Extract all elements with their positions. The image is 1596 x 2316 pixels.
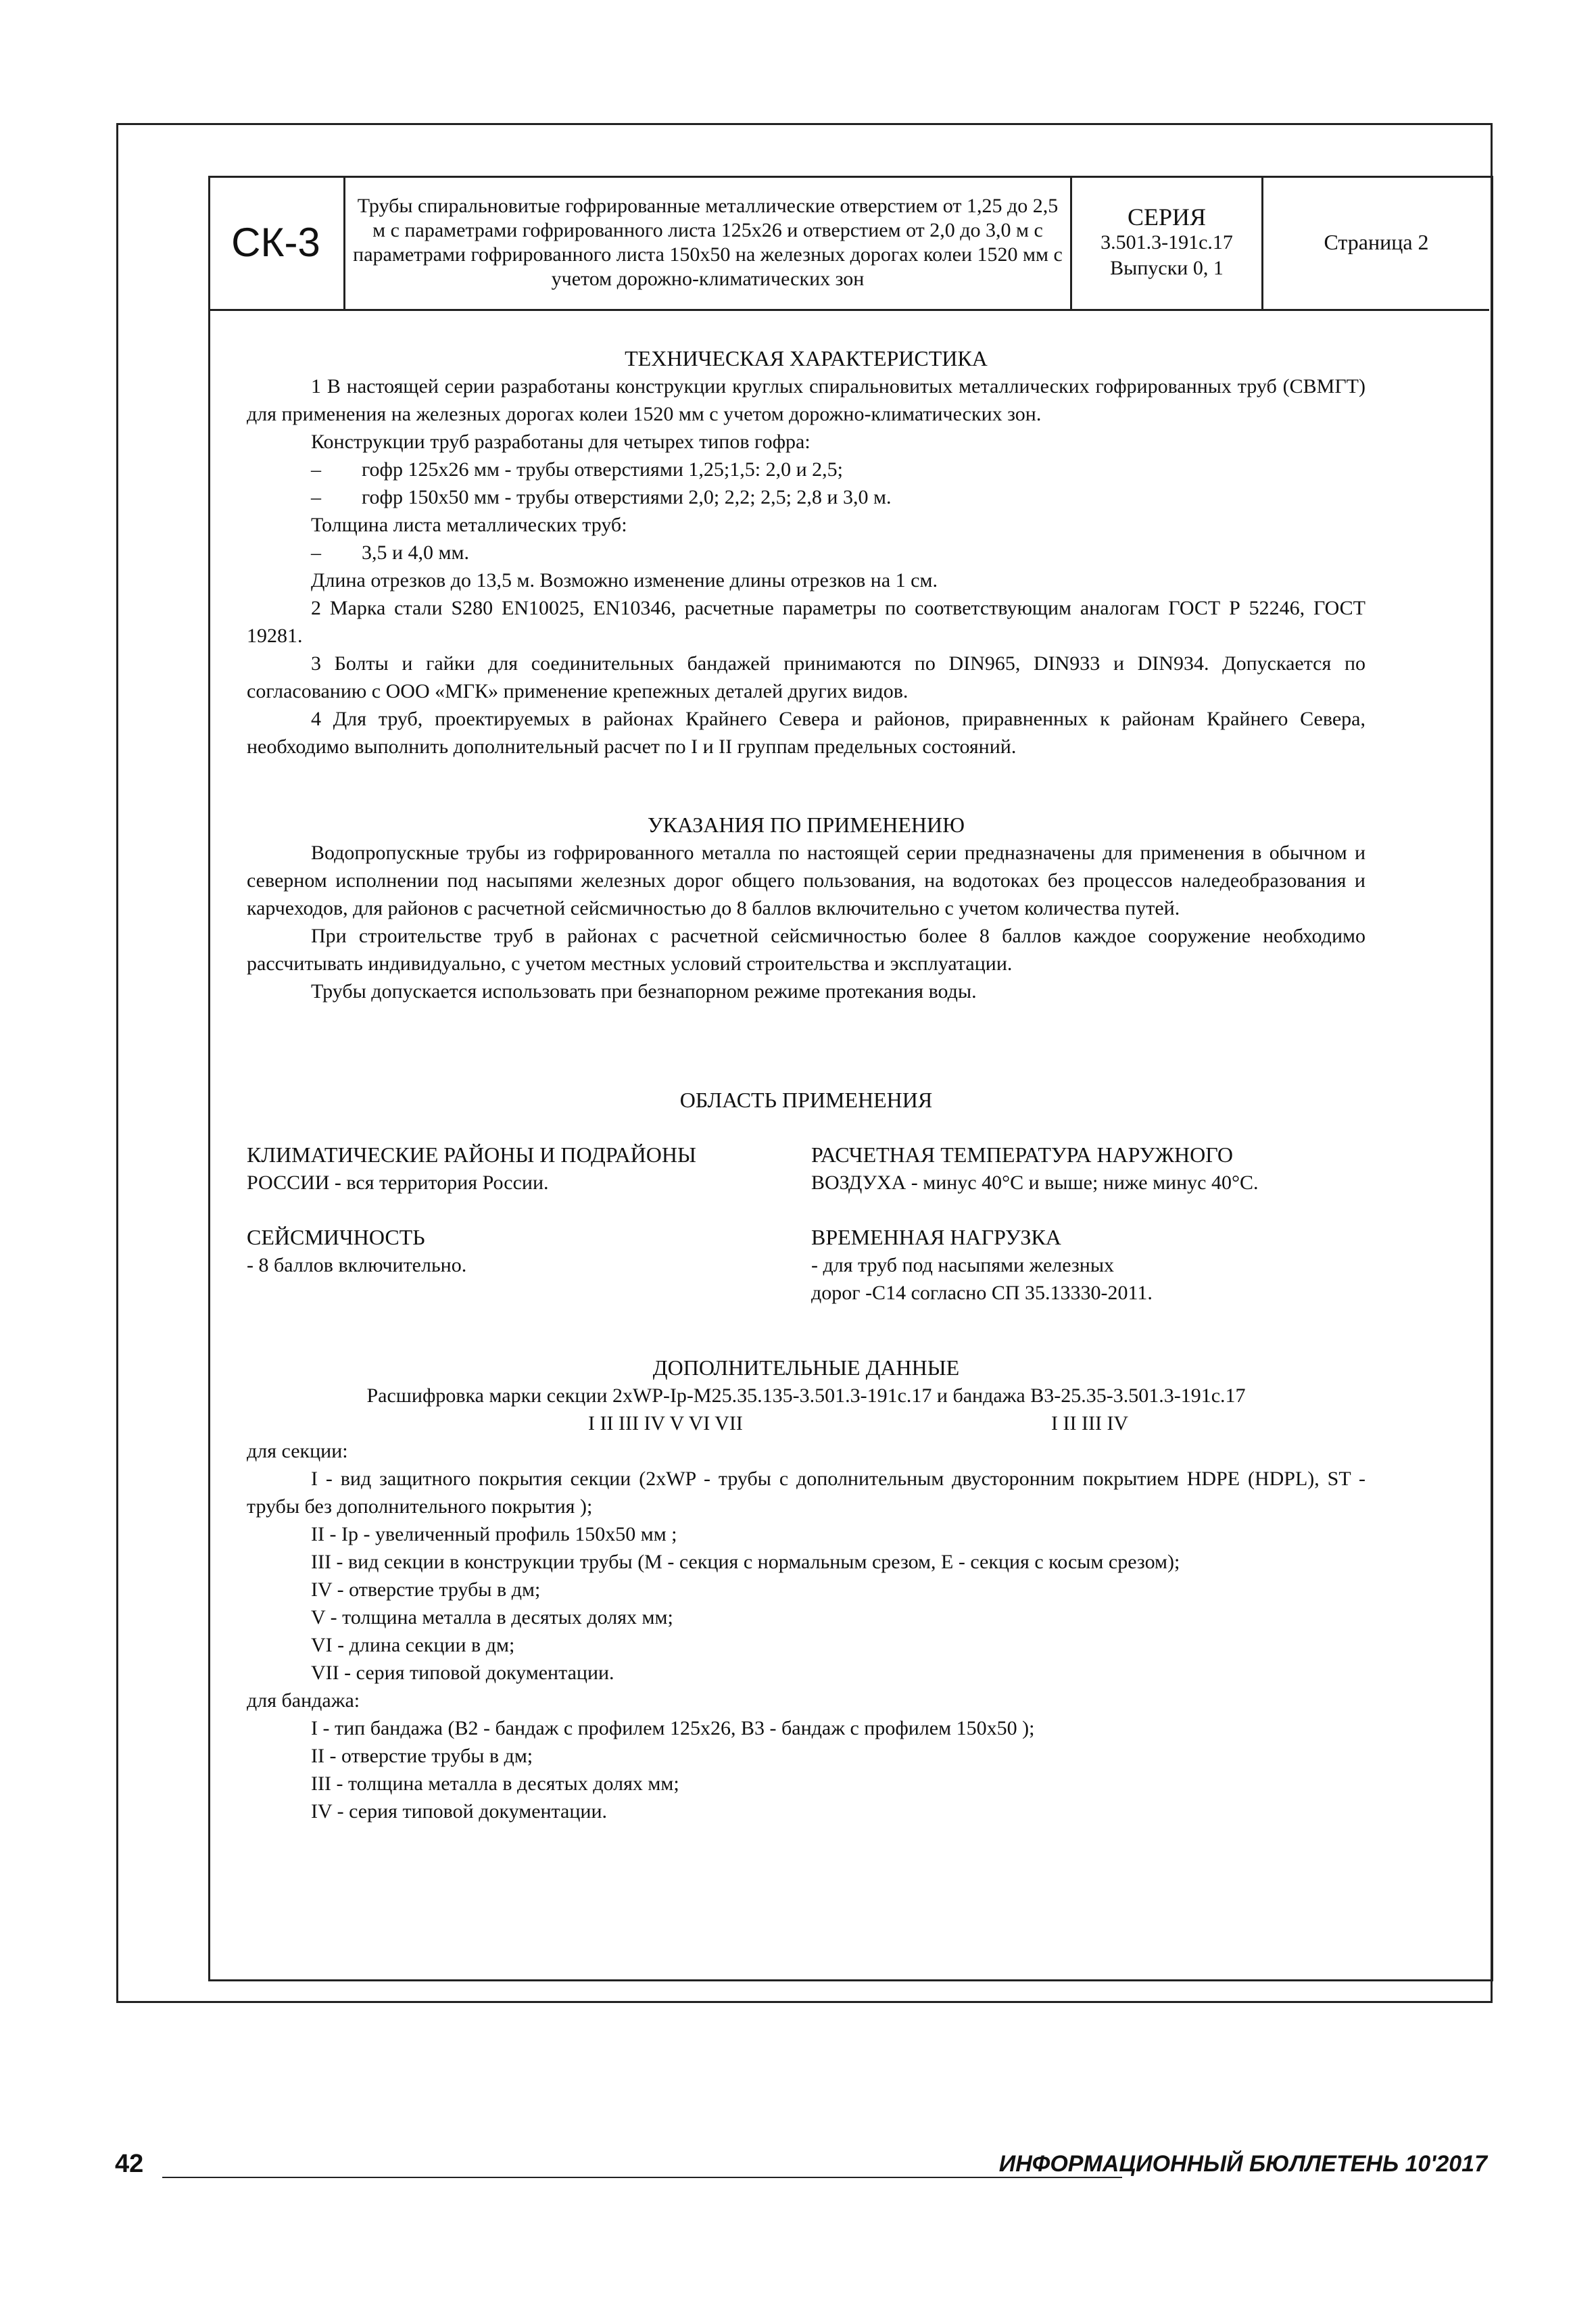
temperature-title: РАСЧЕТНАЯ ТЕМПЕРАТУРА НАРУЖНОГО (811, 1142, 1234, 1167)
seismic-title: СЕЙСМИЧНОСТЬ (247, 1225, 425, 1249)
load-value-1: - для труб под насыпями железных (811, 1254, 1115, 1276)
page-footer (115, 2150, 1487, 2190)
footer-rule (162, 2177, 1122, 2178)
band-item-1: I - тип бандажа (В2 - бандаж с профилем 125x26, В3 - бандаж с профилем 150x50 ); (311, 1717, 1035, 1739)
band-numerals: I II III IV (1051, 1412, 1129, 1434)
band-item-4: IV - серия типовой документации. (311, 1800, 608, 1823)
tech-paragraph-4: Длина отрезков до 13,5 м. Возможно изменение длины отрезков на 1 см. (311, 569, 938, 592)
tech-paragraph-6: 3 Болты и гайки для соединительных бандажей принимаются по DIN965, DIN933 и DIN934. Допускается по согласованию с ООО «МГК» применение крепежных деталей других видов. (247, 652, 1365, 702)
section-item-6: VI - длина секции в дм; (311, 1634, 515, 1656)
section-numerals: I II III IV V VI VII (588, 1412, 743, 1434)
band-item-3: III - толщина металла в десятых долях мм; (311, 1772, 679, 1795)
tech-dash-item-3: – 3,5 и 4,0 мм. (311, 541, 470, 564)
document-content (247, 345, 1365, 1825)
page-label: Страница 2 (1324, 230, 1429, 254)
scope-row-1 (247, 1141, 1365, 1197)
tech-heading: ТЕХНИЧЕСКАЯ ХАРАКТЕРИСТИКА (625, 346, 988, 370)
tech-paragraph-7: 4 Для труб, проектируемых в районах Крайнего Севера и районов, приравненных к районам Крайнего Севера, необходимо выполнить дополнительный расчет по I и II группам предельных состояний. (247, 708, 1365, 758)
section-item-5: V - толщина металла в десятых долях мм; (311, 1606, 673, 1629)
load-block (811, 1224, 1365, 1307)
tech-paragraph-3: Толщина листа металлических труб: (311, 514, 627, 536)
document-description: Трубы спиральновитые гофрированные металлические отверстием от 1,25 до 2,5 м с параметрами гофрированного листа 125x26 и отверстием от 2,0 до 3,0 м с параметрами гофрированного листа 150x50 на железных дорогах колеи 1520 мм с учетом дорожно-климатических зон (345, 176, 1072, 309)
section-item-7: VII - серия типовой документации. (311, 1662, 614, 1684)
for-band-label: для бандажа: (247, 1689, 360, 1712)
temperature-value: ВОЗДУХА - минус 40°С и выше; ниже минус 40°С. (811, 1172, 1259, 1194)
extra-heading: ДОПОЛНИТЕЛЬНЫЕ ДАННЫЕ (652, 1355, 960, 1380)
section-item-4: IV - отверстие трубы в дм; (311, 1578, 541, 1601)
series-issues: Выпуски 0, 1 (1110, 256, 1224, 279)
usage-paragraph-2: При строительстве труб в районах с расчетной сейсмичностью более 8 баллов каждое сооружение необходимо рассчитывать индивидуально, с учетом местных условий строительства и эксплуатации. (247, 925, 1365, 975)
series-cell (1072, 176, 1263, 309)
document-code: СК-3 (208, 176, 345, 309)
band-item-2: II - отверстие трубы в дм; (311, 1745, 533, 1767)
tech-dash-item-2: – гофр 150x50 мм - трубы отверстиями 2,0; 2,2; 2,5; 2,8 и 3,0 м. (311, 486, 892, 508)
scope-heading: ОБЛАСТЬ ПРИМЕНЕНИЯ (679, 1088, 933, 1112)
climate-title: КЛИМАТИЧЕСКИЕ РАЙОНЫ И ПОДРАЙОНЫ (247, 1142, 696, 1167)
tech-paragraph-1: 1 В настоящей серии разработаны конструкции круглых спиральновитых металлических гофрированных труб (СВМГТ) для применения на железных дорогах колеи 1520 мм с учетом дорожно-климатических зон. (247, 375, 1365, 425)
series-label: СЕРИЯ (1127, 203, 1207, 231)
section-item-2: II - Ip - увеличенный профиль 150x50 мм ; (311, 1523, 677, 1545)
title-block (208, 176, 1489, 311)
tech-dash-item-1: – гофр 125x26 мм - трубы отверстиями 1,25;1,5: 2,0 и 2,5; (311, 458, 843, 481)
tech-paragraph-2: Конструкции труб разработаны для четырех типов гофра: (311, 431, 811, 453)
seismic-value: - 8 баллов включительно. (247, 1254, 467, 1276)
usage-paragraph-3: Трубы допускается использовать при безнапорном режиме протекания воды. (311, 980, 977, 1003)
climate-block (247, 1141, 788, 1197)
marking-decode: Расшифровка марки секции 2xWP-Ip-M25.35.135-3.501.3-191с.17 и бандажа B3-25.35-3.501.3-191с.17 (366, 1384, 1246, 1407)
climate-value: РОССИИ - вся территория России. (247, 1172, 549, 1194)
temperature-block (811, 1141, 1365, 1197)
usage-heading: УКАЗАНИЯ ПО ПРИМЕНЕНИЮ (647, 813, 965, 837)
tech-paragraph-5: 2 Марка стали S280 EN10025, EN10346, расчетные параметры по соответствующим аналогам ГОСТ Р 52246, ГОСТ 19281. (247, 597, 1365, 647)
scope-row-2 (247, 1224, 1365, 1307)
section-item-1: I - вид защитного покрытия секции (2xWP - трубы с дополнительным двусторонним покрытием HDPE (HDPL), ST - трубы без дополнительного покрытия ); (247, 1468, 1365, 1518)
page-number: 42 (115, 2150, 144, 2178)
load-value-2: дорог -С14 согласно СП 35.13330-2011. (811, 1282, 1153, 1304)
bulletin-title: ИНФОРМАЦИОННЫЙ БЮЛЛЕТЕНЬ 10'2017 (998, 2151, 1487, 2177)
for-section-label: для секции: (247, 1440, 348, 1462)
marking-numerals (247, 1409, 1365, 1437)
series-number: 3.501.3-191с.17 (1101, 231, 1233, 254)
seismic-block (247, 1224, 788, 1307)
usage-paragraph-1: Водопропускные трубы из гофрированного металла по настоящей серии предназначены для применения в обычном и северном исполнении под насыпями железных дорог общего пользования, на водотоках без процессов наледеобразования и карчеходов, для районов с расчетной сейсмичностью до 8 баллов включительно с учетом количества путей. (247, 842, 1365, 919)
load-title: ВРЕМЕННАЯ НАГРУЗКА (811, 1225, 1061, 1249)
section-item-3: III - вид секции в конструкции трубы (М - секция с нормальным срезом, Е - секция с косым срезом); (311, 1551, 1180, 1573)
